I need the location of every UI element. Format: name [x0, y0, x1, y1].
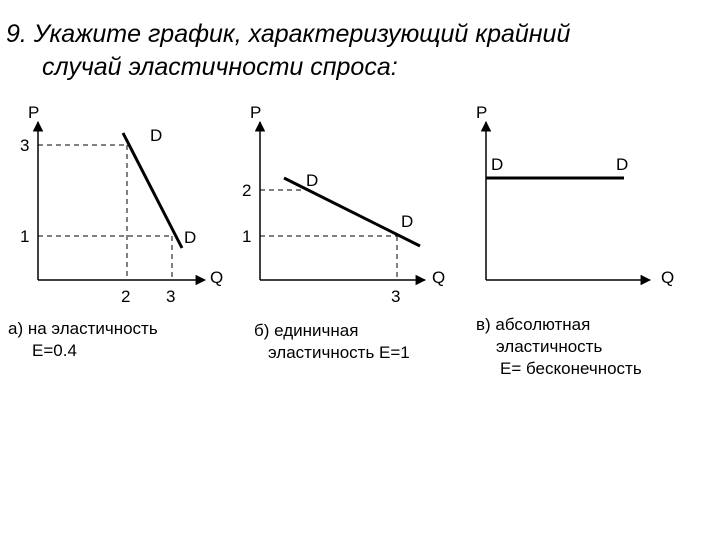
question-line-1: 9. Укажите график, характеризующий крайний	[6, 20, 571, 48]
graph-b-label-d-bottom: D	[401, 212, 414, 231]
graph-a-label-d-bottom: D	[184, 228, 197, 247]
caption-b-line-1: б) единичная	[254, 321, 359, 340]
graph-b-axis-q: Q	[432, 268, 446, 287]
caption-c-line-1: в) абсолютная	[476, 315, 591, 334]
caption-b	[254, 320, 410, 364]
caption-a	[8, 318, 158, 362]
graph-c	[476, 103, 674, 287]
graph-a-tick-x-3: 3	[166, 287, 176, 306]
graph-a-tick-y-1: 1	[20, 227, 30, 246]
graph-b-tick-y-1: 1	[242, 227, 252, 246]
graph-c-axis-q: Q	[661, 268, 675, 287]
graph-b-axis-p: P	[250, 103, 262, 122]
caption-b-line-2: эластичность E=1	[268, 343, 410, 362]
graph-c-axis-p: P	[476, 103, 488, 122]
caption-a-line-1: а) на эластичность	[8, 319, 158, 338]
graph-b-tick-y-2: 2	[242, 181, 252, 200]
caption-c-line-2: эластичность	[496, 337, 603, 356]
graph-c-label-d-left: D	[491, 155, 504, 174]
graph-a-demand-curve	[123, 133, 182, 248]
graph-a-axis-p: P	[28, 103, 40, 122]
question-line-2: случай эластичности спроса:	[42, 53, 398, 81]
graph-a-label-d-top: D	[150, 126, 163, 145]
graph-b	[242, 103, 445, 306]
graph-a-tick-y-3: 3	[20, 136, 30, 155]
graph-a	[20, 103, 223, 306]
caption-c	[476, 314, 642, 380]
caption-c-line-3: E= бесконечность	[500, 359, 642, 378]
caption-a-line-2: E=0.4	[32, 341, 77, 360]
graph-a-axis-q: Q	[210, 268, 224, 287]
graph-a-tick-x-2: 2	[121, 287, 131, 306]
graph-b-tick-x-3: 3	[391, 287, 401, 306]
graph-c-label-d-right: D	[616, 155, 629, 174]
graph-b-label-d-top: D	[306, 171, 319, 190]
